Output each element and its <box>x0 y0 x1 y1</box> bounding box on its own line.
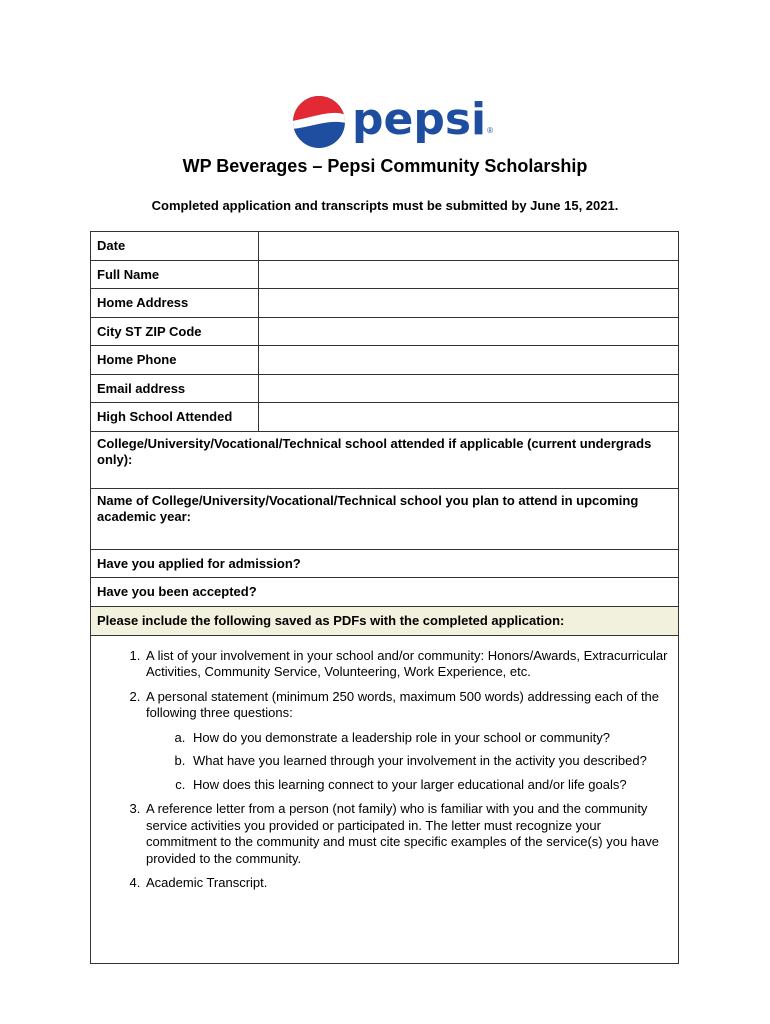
full-name-label: Full Name <box>91 260 259 289</box>
question-item: b. What have you learned through your involvement in the activity you described? <box>189 753 670 770</box>
city-st-zip-field[interactable] <box>259 317 679 346</box>
form-row-accepted <box>91 578 679 607</box>
college-plan-label: Name of College/University/Vocational/Technical school you plan to attend in upcoming academic year: <box>97 492 639 524</box>
accepted-field[interactable] <box>91 578 679 607</box>
applied-label: Have you applied for admission? <box>97 555 301 571</box>
requirements-list <box>99 648 670 892</box>
college-plan-field[interactable] <box>91 488 679 549</box>
college-attended-label: College/University/Vocational/Technical school attended if applicable (current undergrads only): <box>97 435 652 467</box>
email-field[interactable] <box>259 374 679 403</box>
logo-wordmark: pepsi <box>352 94 487 145</box>
requirement-item: 1. A list of your involvement in your school and/or community: Honors/Awards, Extracurricular Activities, Community Service, Volunteering, Work Experience, etc. <box>144 648 670 681</box>
college-attended-field[interactable] <box>91 431 679 488</box>
requirement-item: 4. Academic Transcript. <box>144 875 670 892</box>
form-row-college-attended <box>91 431 679 488</box>
accepted-label: Have you been accepted? <box>97 584 257 600</box>
requirements-row <box>91 635 679 963</box>
form-row-applied <box>91 549 679 578</box>
requirements-heading-row <box>91 606 679 635</box>
form-row-full-name <box>91 260 679 289</box>
form-row-college-plan <box>91 488 679 549</box>
requirements-heading: Please include the following saved as PDFs with the completed application: <box>91 606 679 635</box>
question-item: a. How do you demonstrate a leadership role in your school or community? <box>189 730 670 747</box>
applied-field[interactable] <box>91 549 679 578</box>
form-row-home-address <box>91 289 679 318</box>
form-row-high-school <box>91 403 679 432</box>
pepsi-globe-icon <box>292 95 346 149</box>
high-school-label: High School Attended <box>91 403 259 432</box>
form-row-date <box>91 232 679 261</box>
question-item: c. How does this learning connect to your larger educational and/or life goals? <box>189 777 670 794</box>
city-st-zip-label: City ST ZIP Code <box>91 317 259 346</box>
form-row-city-st-zip <box>91 317 679 346</box>
home-phone-field[interactable] <box>259 346 679 375</box>
home-address-label: Home Address <box>91 289 259 318</box>
form-row-email <box>91 374 679 403</box>
requirement-item: 2. A personal statement (minimum 250 words, maximum 500 words) addressing each of the following three questions: a. How do you demonstrate a leadership role in your school or community? b. What have you learned through your involvement in the activity you described? c. How does this learning connect to your larger educational and/or life goals? <box>144 689 670 794</box>
high-school-field[interactable] <box>259 403 679 432</box>
email-label: Email address <box>91 374 259 403</box>
full-name-field[interactable] <box>259 260 679 289</box>
date-field[interactable] <box>259 232 679 261</box>
requirements-cell <box>91 635 679 963</box>
submission-deadline: Completed application and transcripts must be submitted by June 15, 2021. <box>151 198 619 213</box>
registered-mark: ® <box>487 126 494 135</box>
form-row-home-phone <box>91 346 679 375</box>
page-title: WP Beverages – Pepsi Community Scholarship <box>182 156 588 176</box>
home-address-field[interactable] <box>259 289 679 318</box>
date-label: Date <box>91 232 259 261</box>
application-form <box>90 231 679 964</box>
home-phone-label: Home Phone <box>91 346 259 375</box>
pepsi-logo <box>292 94 494 149</box>
personal-statement-questions <box>146 730 670 794</box>
requirement-item: 3. A reference letter from a person (not family) who is familiar with you and the community service activities you provided or participated in. The letter must recognize your commitment to the community and must cite specific examples of the service(s) you have provided to the community. <box>144 801 670 867</box>
